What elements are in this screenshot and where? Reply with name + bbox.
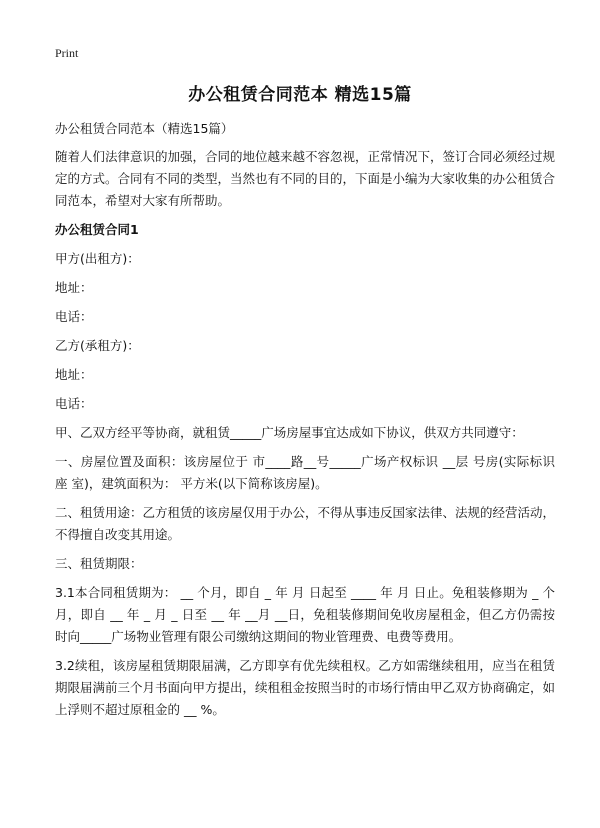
document-subtitle: 办公租赁合同范本（精选15篇） (55, 121, 234, 136)
clause-term-renewal: 3.2续租，该房屋租赁期限届满，乙方即享有优先续租权。乙方如需继续租用，应当在租赁期限届满前三个月书面向甲方提出，续租租金按照当时的市场行情由甲乙双方协商确定，如上浮则不超过原租金的 __ %。 (55, 658, 556, 717)
clause-location: 一、房屋位置及面积：该房屋位于 市____路__号_____广场产权标识 __层 号房(实际标识 座 室)，建筑面积为： 平方米(以下简称该房屋)。 (55, 454, 555, 491)
clause-usage: 二、租赁用途：乙方租赁的该房屋仅用于办公，不得从事违反国家法律、法规的经营活动，不得擅自改变其用途。 (55, 505, 556, 542)
clause-term: 三、租赁期限： (55, 556, 143, 571)
print-label: Print (55, 46, 79, 60)
document-body (55, 118, 555, 728)
agreement-paragraph: 甲、乙双方经平等协商，就租赁_____广场房屋事宜达成如下协议，供双方共同遵守： (55, 425, 524, 440)
party-a-address-label: 地址： (55, 280, 93, 295)
party-b-address-label: 地址： (55, 367, 93, 382)
intro-paragraph: 随着人们法律意识的加强，合同的地位越来越不容忽视，正常情况下，签订合同必须经过规定的方式。合同有不同的类型，当然也有不同的目的，下面是小编为大家收集的办公租赁合同范本，希望对大家有所帮助。 (55, 149, 556, 208)
document-title: 办公租赁合同范本 精选15篇 (188, 85, 412, 105)
clause-term-period: 3.1本合同租赁期为： __ 个月，即自 _ 年 月 日起至 ____ 年 月 日止。免租装修期为 _ 个月，即自 __ 年 _ 月 _ 日至 __ 年 __月 __日，免租装修期间免收房屋租金，但乙方仍需按时向_____广场物业管理有限公司缴纳这期间的物业管理费、电费等费用。 (55, 585, 555, 644)
contract-heading: 办公租赁合同1 (55, 222, 139, 237)
party-b-label: 乙方(承租方)： (55, 338, 140, 353)
party-b-phone-label: 电话： (55, 396, 93, 411)
party-a-phone-label: 电话： (55, 309, 93, 324)
party-a-label: 甲方(出租方)： (55, 251, 140, 266)
